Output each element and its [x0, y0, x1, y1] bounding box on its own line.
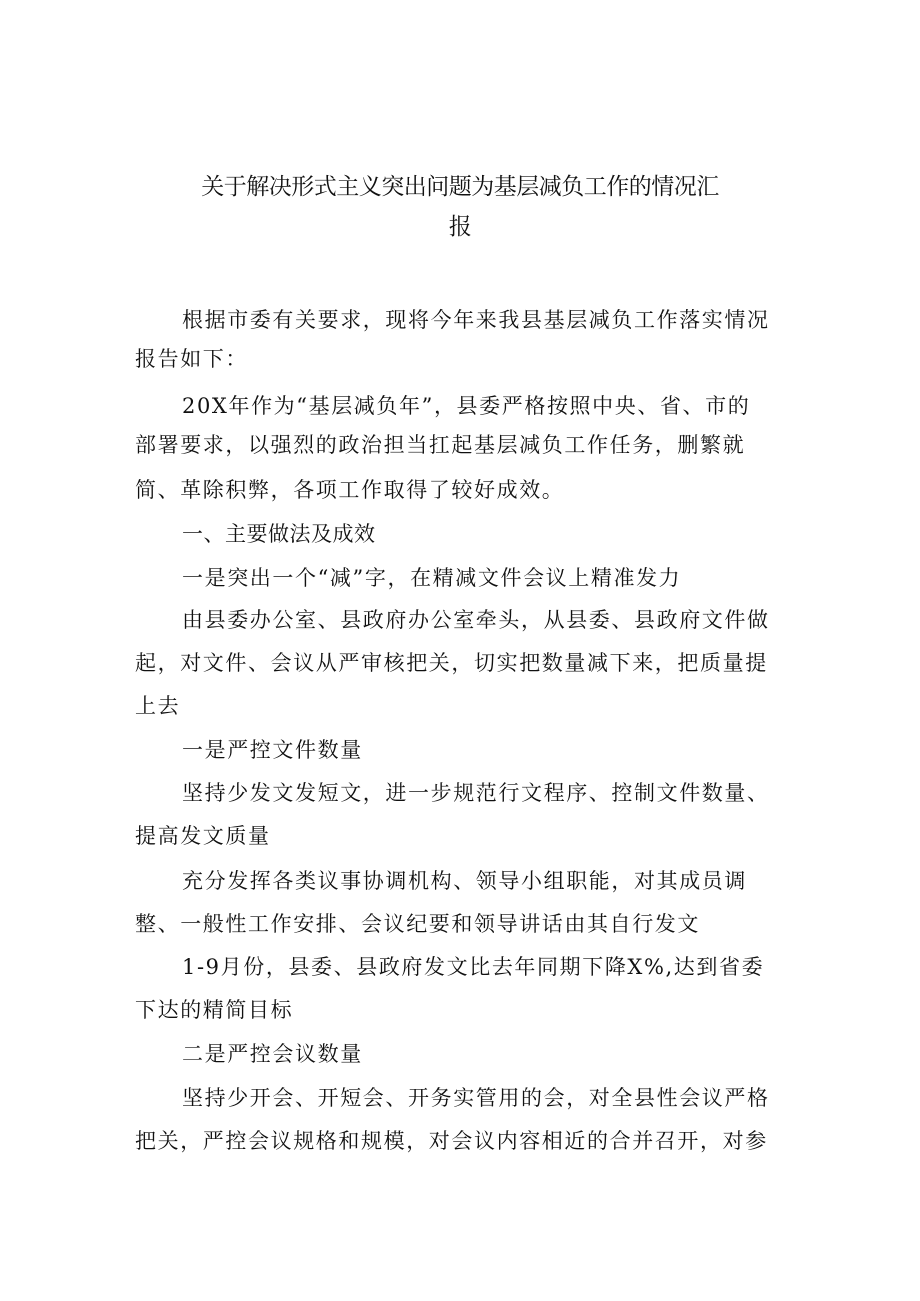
section-heading: 一、主要做法及成效 [182, 522, 376, 546]
paragraph-line: 坚持少发文发短文，进一步规范行文程序、控制文件数量、 [182, 781, 770, 805]
paragraph-line: 根据市委有关要求，现将今年来我县基层减负工作落实情况 [182, 308, 770, 332]
paragraph-line: 把关，严控会议规格和规模，对会议内容相近的合并召开，对参 [135, 1129, 768, 1153]
paragraph-line: 上去 [135, 694, 181, 718]
paragraph-line: 1-9月份，县委、县政府发文比去年同期下降X%,达到省委 [182, 955, 765, 979]
paragraph-line: 充分发挥各类议事协调机构、领导小组职能，对其成员调 [182, 869, 747, 893]
paragraph-line: 起，对文件、会议从严审核把关，切实把数量减下来，把质量提 [135, 651, 768, 675]
paragraph-line: 坚持少开会、开短会、开务实管用的会，对全县性会议严格 [182, 1086, 770, 1110]
document-title-line-1: 关于解决形式主义突出问题为基层减负工作的情况汇 [201, 174, 719, 200]
paragraph-line: 提高发文质量 [135, 824, 271, 848]
paragraph-line: 报告如下： [135, 347, 248, 371]
paragraph-line: 下达的精简目标 [135, 998, 294, 1022]
paragraph-line: 整、一般性工作安排、会议纪要和领导讲话由其自行发文 [135, 912, 700, 936]
paragraph-line: 简、革除积弊，各项工作取得了较好成效。 [135, 478, 565, 502]
paragraph-line: 20X年作为“基层减负年”，县委严格按照中央、省、市的 [182, 394, 751, 418]
paragraph-line: 二是严控会议数量 [182, 1042, 363, 1066]
document-title-line-2: 报 [448, 214, 472, 240]
paragraph-line: 部署要求，以强烈的政治担当扛起基层减负工作任务，删繁就 [135, 433, 746, 457]
paragraph-line: 一是严控文件数量 [182, 738, 363, 762]
paragraph-line: 一是突出一个“减”字，在精减文件会议上精准发力 [182, 566, 682, 590]
paragraph-line: 由县委办公室、县政府办公室牵头，从县委、县政府文件做 [182, 608, 770, 632]
